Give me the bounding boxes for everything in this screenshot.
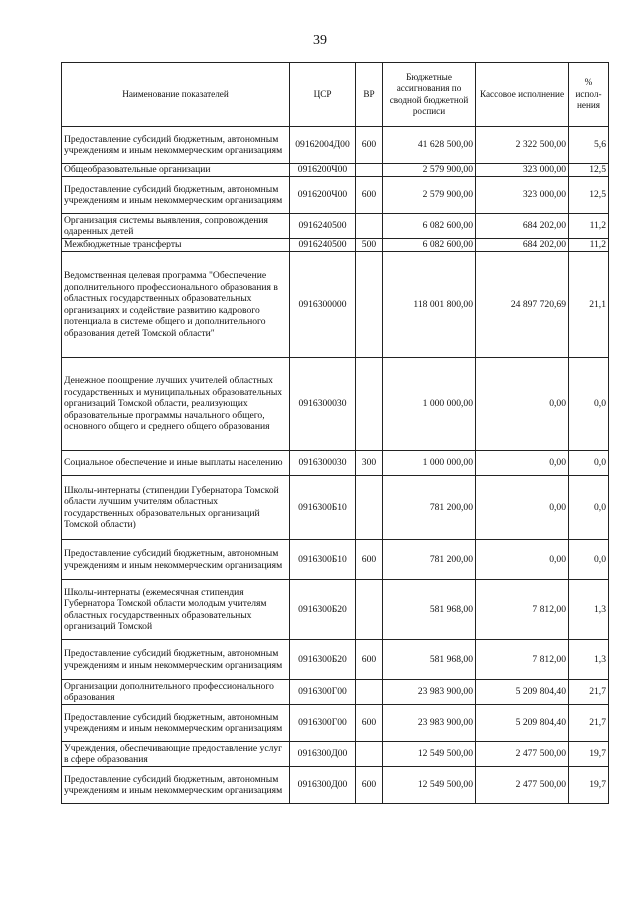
row-csr: 0916200Ч00 — [290, 164, 356, 177]
row-vr: 600 — [356, 177, 383, 214]
row-name: Предоставление субсидий бюджетным, автономным учреждениям и иным некоммерческим организациям — [62, 177, 290, 214]
row-assignments: 781 200,00 — [383, 476, 476, 540]
table-row — [62, 540, 609, 580]
table-row — [62, 476, 609, 540]
row-name: Предоставление субсидий бюджетным, автономным учреждениям и иным некоммерческим организациям — [62, 640, 290, 680]
header-name: Наименование показателей — [62, 63, 290, 127]
header-assignments: Бюджетные ассигнования по сводной бюджетной росписи — [383, 63, 476, 127]
row-assignments: 12 549 500,00 — [383, 767, 476, 804]
row-name: Денежное поощрение лучших учителей областных государственных и муниципальных образовательных организаций Томской области, реализующих образовательные программы начального общего, основного общего и среднего общего образования — [62, 358, 290, 451]
row-assignments: 118 001 800,00 — [383, 252, 476, 358]
header-csr: ЦСР — [290, 63, 356, 127]
row-vr — [356, 476, 383, 540]
row-csr: 0916240500 — [290, 239, 356, 252]
row-percent: 12,5 — [569, 164, 609, 177]
row-vr — [356, 252, 383, 358]
row-csr: 0916300Б10 — [290, 540, 356, 580]
row-vr: 600 — [356, 767, 383, 804]
row-vr — [356, 580, 383, 640]
row-csr: 0916300030 — [290, 358, 356, 451]
row-csr: 0916300Д00 — [290, 767, 356, 804]
table-row — [62, 239, 609, 252]
row-csr: 0916300000 — [290, 252, 356, 358]
row-name: Школы-интернаты (стипендии Губернатора Томской области лучшим учителям областных государственных образовательных организаций Томской области) — [62, 476, 290, 540]
row-percent: 0,0 — [569, 540, 609, 580]
table-row — [62, 214, 609, 239]
row-csr: 0916300Б20 — [290, 640, 356, 680]
table-row — [62, 164, 609, 177]
row-cash: 684 202,00 — [476, 214, 569, 239]
row-assignments: 12 549 500,00 — [383, 742, 476, 767]
row-assignments: 781 200,00 — [383, 540, 476, 580]
table-row — [62, 680, 609, 705]
row-vr — [356, 164, 383, 177]
row-csr: 09162004Д00 — [290, 127, 356, 164]
row-percent: 0,0 — [569, 451, 609, 476]
table-row — [62, 705, 609, 742]
table-row — [62, 127, 609, 164]
row-percent: 21,1 — [569, 252, 609, 358]
row-percent: 11,2 — [569, 214, 609, 239]
row-vr: 300 — [356, 451, 383, 476]
table-row — [62, 580, 609, 640]
row-percent: 0,0 — [569, 358, 609, 451]
row-cash: 2 477 500,00 — [476, 767, 569, 804]
row-csr: 0916240500 — [290, 214, 356, 239]
row-assignments: 6 082 600,00 — [383, 239, 476, 252]
page-number: 39 — [313, 33, 327, 48]
table-row — [62, 742, 609, 767]
row-csr: 0916300Г00 — [290, 680, 356, 705]
row-cash: 0,00 — [476, 540, 569, 580]
row-cash: 7 812,00 — [476, 580, 569, 640]
table-row — [62, 177, 609, 214]
table-header-row — [62, 63, 609, 127]
row-vr: 600 — [356, 127, 383, 164]
row-percent: 1,3 — [569, 640, 609, 680]
row-vr: 600 — [356, 540, 383, 580]
row-assignments: 581 968,00 — [383, 580, 476, 640]
row-percent: 0,0 — [569, 476, 609, 540]
row-cash: 2 477 500,00 — [476, 742, 569, 767]
row-percent: 21,7 — [569, 680, 609, 705]
row-name: Общеобразовательные организации — [62, 164, 290, 177]
row-vr: 600 — [356, 640, 383, 680]
row-cash: 5 209 804,40 — [476, 680, 569, 705]
row-assignments: 581 968,00 — [383, 640, 476, 680]
table-row — [62, 252, 609, 358]
row-name: Организации дополнительного профессионального образования — [62, 680, 290, 705]
row-vr — [356, 358, 383, 451]
row-cash: 5 209 804,40 — [476, 705, 569, 742]
row-cash: 0,00 — [476, 451, 569, 476]
row-vr — [356, 680, 383, 705]
row-assignments: 2 579 900,00 — [383, 164, 476, 177]
row-cash: 0,00 — [476, 358, 569, 451]
row-percent: 12,5 — [569, 177, 609, 214]
row-cash: 24 897 720,69 — [476, 252, 569, 358]
row-csr: 0916300Г00 — [290, 705, 356, 742]
row-cash: 684 202,00 — [476, 239, 569, 252]
row-percent: 19,7 — [569, 767, 609, 804]
row-percent: 21,7 — [569, 705, 609, 742]
row-name: Предоставление субсидий бюджетным, автономным учреждениям и иным некоммерческим организациям — [62, 767, 290, 804]
table-row — [62, 451, 609, 476]
table-row — [62, 640, 609, 680]
row-csr: 0916300030 — [290, 451, 356, 476]
row-csr: 0916300Б20 — [290, 580, 356, 640]
row-name: Предоставление субсидий бюджетным, автономным учреждениям и иным некоммерческим организациям — [62, 127, 290, 164]
table-row — [62, 358, 609, 451]
row-percent: 1,3 — [569, 580, 609, 640]
budget-table — [61, 62, 609, 804]
row-assignments: 1 000 000,00 — [383, 358, 476, 451]
row-cash: 0,00 — [476, 476, 569, 540]
row-assignments: 23 983 900,00 — [383, 705, 476, 742]
row-vr: 600 — [356, 705, 383, 742]
row-name: Школы-интернаты (ежемесячная стипендия Губернатора Томской области молодым учителям областных государственных образовательных организаций Томской — [62, 580, 290, 640]
row-name: Межбюджетные трансферты — [62, 239, 290, 252]
row-vr: 500 — [356, 239, 383, 252]
row-name: Учреждения, обеспечивающие предоставление услуг в сфере образования — [62, 742, 290, 767]
row-assignments: 23 983 900,00 — [383, 680, 476, 705]
row-name: Предоставление субсидий бюджетным, автономным учреждениям и иным некоммерческим организациям — [62, 540, 290, 580]
row-percent: 11,2 — [569, 239, 609, 252]
header-cash: Кассовое исполнение — [476, 63, 569, 127]
header-vr: ВР — [356, 63, 383, 127]
row-assignments: 1 000 000,00 — [383, 451, 476, 476]
row-percent: 19,7 — [569, 742, 609, 767]
table-row — [62, 767, 609, 804]
row-vr — [356, 214, 383, 239]
row-csr: 0916200Ч00 — [290, 177, 356, 214]
row-vr — [356, 742, 383, 767]
row-name: Организация системы выявления, сопровождения одаренных детей — [62, 214, 290, 239]
row-assignments: 2 579 900,00 — [383, 177, 476, 214]
row-assignments: 6 082 600,00 — [383, 214, 476, 239]
row-cash: 323 000,00 — [476, 164, 569, 177]
row-csr: 0916300Д00 — [290, 742, 356, 767]
header-percent: % испол- нения — [569, 63, 609, 127]
row-cash: 7 812,00 — [476, 640, 569, 680]
row-name: Социальное обеспечение и иные выплаты населению — [62, 451, 290, 476]
row-percent: 5,6 — [569, 127, 609, 164]
row-csr: 0916300Б10 — [290, 476, 356, 540]
row-name: Предоставление субсидий бюджетным, автономным учреждениям и иным некоммерческим организациям — [62, 705, 290, 742]
row-assignments: 41 628 500,00 — [383, 127, 476, 164]
row-name: Ведомственная целевая программа "Обеспечение дополнительного профессионального образования в областных государственных образовательных организациях и содействие развитию кадрового потенциала в системе общего и дополнительного образования детей Томской области" — [62, 252, 290, 358]
row-cash: 323 000,00 — [476, 177, 569, 214]
row-cash: 2 322 500,00 — [476, 127, 569, 164]
